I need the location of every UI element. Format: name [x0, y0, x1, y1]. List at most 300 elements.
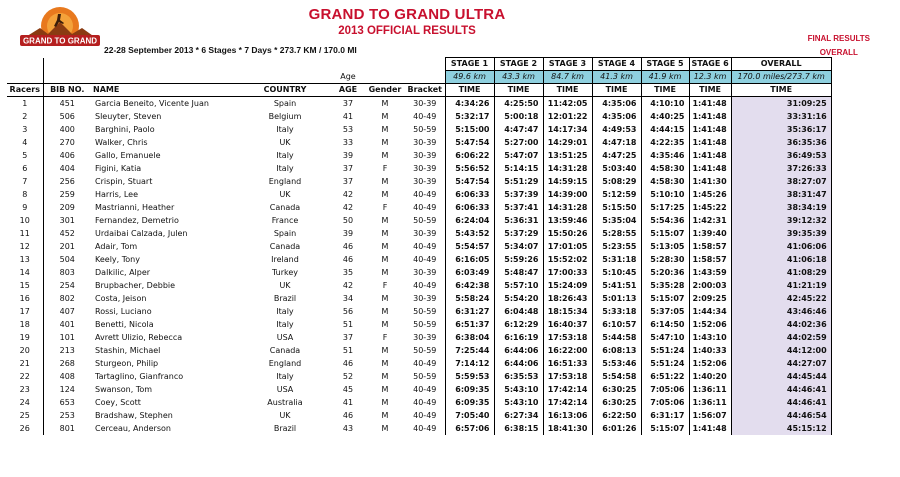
age-cell: 42	[342, 190, 354, 199]
country-cell: Italy	[276, 320, 294, 329]
bracket-cell: 40-49	[413, 190, 437, 199]
name-cell: Barghini, Paolo	[95, 125, 155, 134]
bib-cell: 406	[59, 151, 75, 160]
stage5-time: 5:28:30	[641, 253, 689, 266]
table-row	[7, 188, 831, 201]
stage3-time: 17:00:33	[543, 266, 592, 279]
name-cell: Fernandez, Demetrio	[95, 216, 179, 225]
country-cell: Italy	[276, 164, 294, 173]
age-cell: 45	[342, 385, 354, 394]
gender-cell: M	[381, 125, 389, 134]
rank-cell: 6	[7, 162, 43, 175]
rank-cell: 26	[7, 422, 43, 435]
rank-cell: 2	[7, 110, 43, 123]
stage5-time: 4:44:15	[641, 123, 689, 136]
overall-time: 41:06:18	[731, 253, 831, 266]
name-cell: Garcia Beneito, Vicente Juan	[95, 99, 209, 108]
name-cell: Costa, Jeison	[95, 294, 147, 303]
stage5-time: 5:15:07	[641, 422, 689, 435]
name-cell: Adair, Tom	[95, 242, 138, 251]
rank-cell: 11	[7, 227, 43, 240]
stage1-time: 5:54:57	[445, 240, 494, 253]
stage6-time: 1:41:48	[689, 149, 731, 162]
stage4-time: 4:49:53	[592, 123, 641, 136]
stage3-time: 16:22:00	[543, 344, 592, 357]
bracket-cell: 40-49	[413, 359, 437, 368]
country-cell: Brazil	[273, 424, 297, 433]
country-cell: USA	[276, 333, 294, 342]
distance-row	[7, 71, 831, 84]
gender-cell: M	[381, 424, 389, 433]
rank-cell: 7	[7, 175, 43, 188]
bracket-cell: 40-49	[413, 385, 437, 394]
stage3-time: 12:01:22	[543, 110, 592, 123]
bib-cell: 253	[59, 411, 75, 420]
country-cell: Canada	[269, 203, 301, 212]
table-row	[7, 331, 831, 344]
gender-cell: M	[381, 138, 389, 147]
stage1-time: 5:43:52	[445, 227, 494, 240]
overall-time: 44:02:59	[731, 331, 831, 344]
age-cell: 51	[342, 320, 354, 329]
stage-label: STAGE 6	[689, 58, 731, 71]
table-row	[7, 292, 831, 305]
age-group-header: Age	[340, 71, 356, 81]
country-cell: UK	[279, 190, 291, 199]
time-header: TIME	[689, 84, 731, 97]
name-cell: Cerceau, Anderson	[95, 424, 171, 433]
stage-label: OVERALL	[731, 58, 831, 71]
stage3-time: 14:29:01	[543, 136, 592, 149]
stage3-time: 16:51:33	[543, 357, 592, 370]
final-results-label: FINAL RESULTS OVERALL	[807, 34, 870, 57]
bracket-cell: 40-49	[413, 242, 437, 251]
gender-cell: M	[381, 242, 389, 251]
age-cell: 35	[342, 268, 354, 277]
stage3-time: 14:31:28	[543, 201, 592, 214]
bib-cell: 401	[59, 320, 75, 329]
gender-header: Gender	[365, 84, 405, 97]
country-cell: Belgium	[268, 112, 302, 121]
stage-header-row	[7, 58, 831, 71]
stage6-time: 1:41:48	[689, 422, 731, 435]
rank-cell: 22	[7, 370, 43, 383]
stage6-time: 2:00:03	[689, 279, 731, 292]
stage5-time: 5:51:24	[641, 357, 689, 370]
bib-cell: 270	[59, 138, 75, 147]
time-header: TIME	[543, 84, 592, 97]
age-cell: 37	[342, 333, 354, 342]
country-cell: Italy	[276, 151, 294, 160]
rank-cell: 23	[7, 383, 43, 396]
stage6-time: 1:45:26	[689, 188, 731, 201]
country-cell: UK	[279, 138, 291, 147]
time-header: TIME	[445, 84, 494, 97]
table-row	[7, 227, 831, 240]
stage5-time: 4:10:10	[641, 97, 689, 111]
bracket-cell: 50-59	[413, 372, 437, 381]
overall-time: 38:27:07	[731, 175, 831, 188]
stage4-time: 6:30:25	[592, 383, 641, 396]
stage4-time: 5:01:13	[592, 292, 641, 305]
stage6-time: 1:41:48	[689, 162, 731, 175]
stage5-time: 4:35:46	[641, 149, 689, 162]
stage2-time: 5:37:29	[494, 227, 543, 240]
stage-distance: 43.3 km	[494, 71, 543, 84]
bib-cell: 301	[59, 216, 75, 225]
name-cell: Walker, Chris	[95, 138, 148, 147]
stage6-time: 1:41:30	[689, 175, 731, 188]
stage3-time: 18:41:30	[543, 422, 592, 435]
stage1-time: 5:32:17	[445, 110, 494, 123]
bib-cell: 802	[59, 294, 75, 303]
stage3-time: 17:42:14	[543, 396, 592, 409]
bib-cell: 803	[59, 268, 75, 277]
bracket-cell: 40-49	[413, 411, 437, 420]
stage1-time: 5:47:54	[445, 136, 494, 149]
gender-cell: F	[382, 164, 388, 173]
bib-cell: 404	[59, 164, 75, 173]
stage3-time: 17:01:05	[543, 240, 592, 253]
stage3-time: 14:31:28	[543, 162, 592, 175]
stage-label: STAGE 4	[592, 58, 641, 71]
stage-distance: 41.9 km	[641, 71, 689, 84]
stage3-time: 17:53:18	[543, 331, 592, 344]
name-cell: Avrett Ulizio, Rebecca	[95, 333, 183, 342]
stage-distance: 49.6 km	[445, 71, 494, 84]
rank-cell: 20	[7, 344, 43, 357]
age-cell: 46	[342, 242, 354, 251]
name-cell: Brupbacher, Debbie	[95, 281, 176, 290]
stage1-time: 6:57:06	[445, 422, 494, 435]
stage-label: STAGE 5	[641, 58, 689, 71]
age-cell: 42	[342, 281, 354, 290]
stage-distance: 84.7 km	[543, 71, 592, 84]
bib-cell: 801	[59, 424, 75, 433]
stage2-time: 5:54:20	[494, 292, 543, 305]
stage2-time: 5:43:10	[494, 383, 543, 396]
bracket-cell: 50-59	[413, 216, 437, 225]
age-cell: 46	[342, 359, 354, 368]
gender-cell: M	[381, 385, 389, 394]
stage1-time: 4:34:26	[445, 97, 494, 111]
name-cell: Harris, Lee	[95, 190, 138, 199]
table-row	[7, 162, 831, 175]
stage2-time: 6:16:19	[494, 331, 543, 344]
stage3-time: 18:26:43	[543, 292, 592, 305]
table-row	[7, 149, 831, 162]
overall-time: 36:35:36	[731, 136, 831, 149]
stage1-time: 6:16:05	[445, 253, 494, 266]
stage2-time: 6:35:53	[494, 370, 543, 383]
stage4-time: 5:15:50	[592, 201, 641, 214]
stage3-time: 11:42:05	[543, 97, 592, 111]
country-cell: Italy	[276, 125, 294, 134]
age-cell: 41	[342, 112, 354, 121]
stage3-time: 13:51:25	[543, 149, 592, 162]
stage4-time: 5:33:18	[592, 305, 641, 318]
age-cell: 51	[342, 346, 354, 355]
stage4-time: 4:47:18	[592, 136, 641, 149]
stage1-time: 7:05:40	[445, 409, 494, 422]
stage6-time: 1:52:06	[689, 318, 731, 331]
bracket-cell: 40-49	[413, 112, 437, 121]
country-cell: USA	[276, 385, 294, 394]
gender-cell: F	[382, 281, 388, 290]
stage4-time: 5:12:59	[592, 188, 641, 201]
bracket-cell: 30-39	[413, 177, 437, 186]
age-cell: 46	[342, 411, 354, 420]
stage4-time: 5:08:29	[592, 175, 641, 188]
bib-cell: 504	[59, 255, 75, 264]
stage6-time: 1:52:06	[689, 357, 731, 370]
stage4-time: 5:44:58	[592, 331, 641, 344]
stage4-time: 5:28:55	[592, 227, 641, 240]
age-cell: 37	[342, 177, 354, 186]
gender-cell: M	[381, 307, 389, 316]
stage4-time: 6:30:25	[592, 396, 641, 409]
bib-cell: 209	[59, 203, 75, 212]
country-cell: Ireland	[271, 255, 299, 264]
racers-header: Racers	[7, 84, 43, 97]
bracket-cell: 40-49	[413, 255, 437, 264]
table-row	[7, 214, 831, 227]
rank-cell: 4	[7, 136, 43, 149]
gender-cell: M	[381, 320, 389, 329]
stage1-time: 5:59:53	[445, 370, 494, 383]
table-row	[7, 370, 831, 383]
gender-cell: M	[381, 294, 389, 303]
stage1-time: 6:51:37	[445, 318, 494, 331]
stage2-time: 5:37:39	[494, 188, 543, 201]
stage2-time: 6:44:06	[494, 344, 543, 357]
table-row	[7, 97, 831, 111]
stage5-time: 4:40:25	[641, 110, 689, 123]
stage1-time: 6:09:35	[445, 383, 494, 396]
stage5-time: 5:35:28	[641, 279, 689, 292]
rank-cell: 25	[7, 409, 43, 422]
stage6-time: 1:43:59	[689, 266, 731, 279]
bracket-cell: 30-39	[413, 99, 437, 108]
country-cell: UK	[279, 411, 291, 420]
overall-time: 44:45:44	[731, 370, 831, 383]
overall-time: 45:15:12	[731, 422, 831, 435]
race-info: 22-28 September 2013 * 6 Stages * 7 Days * 273.7 KM / 170.0 MI	[104, 45, 357, 55]
country-cell: Italy	[276, 372, 294, 381]
stage5-time: 5:13:05	[641, 240, 689, 253]
age-cell: 34	[342, 294, 354, 303]
stage4-time: 6:22:50	[592, 409, 641, 422]
stage-label: STAGE 1	[445, 58, 494, 71]
bib-cell: 213	[59, 346, 75, 355]
country-cell: Italy	[276, 307, 294, 316]
name-cell: Gallo, Emanuele	[95, 151, 161, 160]
table-row	[7, 201, 831, 214]
stage1-time: 6:03:49	[445, 266, 494, 279]
stage2-time: 6:12:29	[494, 318, 543, 331]
stage6-time: 2:09:25	[689, 292, 731, 305]
age-cell: 46	[342, 255, 354, 264]
country-cell: Canada	[269, 346, 301, 355]
overall-time: 44:02:36	[731, 318, 831, 331]
stage6-time: 1:42:31	[689, 214, 731, 227]
stage3-time: 18:15:34	[543, 305, 592, 318]
rank-cell: 5	[7, 149, 43, 162]
name-cell: Figini, Katia	[95, 164, 142, 173]
bib-cell: 506	[59, 112, 75, 121]
stage3-time: 14:59:15	[543, 175, 592, 188]
overall-time: 33:31:16	[731, 110, 831, 123]
age-cell: 56	[342, 307, 354, 316]
stage5-time: 4:58:30	[641, 175, 689, 188]
stage4-time: 5:53:46	[592, 357, 641, 370]
stage1-time: 6:09:35	[445, 396, 494, 409]
stage3-time: 16:40:37	[543, 318, 592, 331]
column-header-row	[7, 84, 831, 97]
country-cell: England	[268, 177, 302, 186]
stage4-time: 4:47:25	[592, 149, 641, 162]
stage2-time: 4:25:50	[494, 97, 543, 111]
name-cell: Dalkilic, Alper	[95, 268, 151, 277]
time-header: TIME	[592, 84, 641, 97]
stage5-time: 5:54:36	[641, 214, 689, 227]
stage5-time: 4:22:35	[641, 136, 689, 149]
stage1-time: 6:38:04	[445, 331, 494, 344]
time-header: TIME	[731, 84, 831, 97]
rank-cell: 18	[7, 318, 43, 331]
table-row	[7, 240, 831, 253]
stage6-time: 1:40:33	[689, 344, 731, 357]
bib-cell: 124	[59, 385, 75, 394]
table-row	[7, 136, 831, 149]
age-cell: 39	[342, 151, 354, 160]
country-cell: Brazil	[273, 294, 297, 303]
stage6-time: 1:40:20	[689, 370, 731, 383]
gender-cell: M	[381, 372, 389, 381]
country-cell: Canada	[269, 242, 301, 251]
table-row	[7, 318, 831, 331]
bracket-cell: 30-39	[413, 138, 437, 147]
country-cell: England	[268, 359, 302, 368]
overall-time: 38:34:19	[731, 201, 831, 214]
overall-time: 31:09:25	[731, 97, 831, 111]
stage2-time: 5:43:10	[494, 396, 543, 409]
country-cell: Australia	[267, 398, 303, 407]
stage3-time: 15:52:02	[543, 253, 592, 266]
name-cell: Sleuyter, Steven	[95, 112, 162, 121]
gender-cell: M	[381, 99, 389, 108]
stage6-time: 1:39:40	[689, 227, 731, 240]
country-cell: Spain	[273, 229, 297, 238]
stage5-time: 5:20:36	[641, 266, 689, 279]
country-header: COUNTRY	[239, 84, 331, 97]
country-cell: Turkey	[271, 268, 299, 277]
stage4-time: 4:35:06	[592, 97, 641, 111]
age-cell: 53	[342, 125, 354, 134]
age-cell: 50	[342, 216, 354, 225]
table-row	[7, 253, 831, 266]
age-cell: 37	[342, 164, 354, 173]
bracket-cell: 30-39	[413, 333, 437, 342]
overall-time: 36:49:53	[731, 149, 831, 162]
name-cell: Mastrianni, Heather	[95, 203, 175, 212]
stage2-time: 5:37:41	[494, 201, 543, 214]
gender-cell: M	[381, 151, 389, 160]
stage5-time: 7:05:06	[641, 383, 689, 396]
bracket-cell: 50-59	[413, 307, 437, 316]
stage2-time: 5:00:18	[494, 110, 543, 123]
time-header: TIME	[494, 84, 543, 97]
bib-cell: 268	[59, 359, 75, 368]
name-cell: Crispin, Stuart	[95, 177, 153, 186]
stage1-time: 6:42:38	[445, 279, 494, 292]
stage3-time: 15:24:09	[543, 279, 592, 292]
bracket-cell: 30-39	[413, 164, 437, 173]
name-cell: Coey, Scott	[95, 398, 141, 407]
rank-cell: 9	[7, 201, 43, 214]
table-row	[7, 383, 831, 396]
bib-cell: 259	[59, 190, 75, 199]
bib-cell: 452	[59, 229, 75, 238]
overall-time: 41:08:29	[731, 266, 831, 279]
stage6-time: 1:58:57	[689, 253, 731, 266]
rank-cell: 10	[7, 214, 43, 227]
age-header: AGE	[331, 84, 365, 97]
overall-time: 41:21:19	[731, 279, 831, 292]
stage1-time: 5:56:52	[445, 162, 494, 175]
table-row	[7, 123, 831, 136]
stage-label: STAGE 3	[543, 58, 592, 71]
stage6-time: 1:45:22	[689, 201, 731, 214]
rank-cell: 16	[7, 292, 43, 305]
overall-time: 44:27:07	[731, 357, 831, 370]
name-cell: Sturgeon, Philip	[95, 359, 159, 368]
stage6-time: 1:58:57	[689, 240, 731, 253]
overall-time: 44:46:41	[731, 396, 831, 409]
stage5-time: 6:51:22	[641, 370, 689, 383]
stage2-time: 5:59:26	[494, 253, 543, 266]
stage1-time: 5:58:24	[445, 292, 494, 305]
gender-cell: M	[381, 177, 389, 186]
stage2-time: 5:48:47	[494, 266, 543, 279]
results-title: 2013 OFFICIAL RESULTS	[338, 25, 476, 37]
gender-cell: M	[381, 216, 389, 225]
rank-cell: 14	[7, 266, 43, 279]
stage1-time: 7:25:44	[445, 344, 494, 357]
rank-cell: 13	[7, 253, 43, 266]
bib-cell: 653	[59, 398, 75, 407]
stage4-time: 5:41:51	[592, 279, 641, 292]
stage3-time: 14:39:00	[543, 188, 592, 201]
overall-time: 44:12:00	[731, 344, 831, 357]
stage3-time: 14:17:34	[543, 123, 592, 136]
table-row	[7, 357, 831, 370]
stage4-time: 5:54:58	[592, 370, 641, 383]
rank-cell: 1	[7, 97, 43, 111]
stage2-time: 6:38:15	[494, 422, 543, 435]
overall-distance: 170.0 miles/273.7 km	[731, 71, 831, 84]
gender-cell: M	[381, 346, 389, 355]
stage2-time: 6:27:34	[494, 409, 543, 422]
stage4-time: 5:03:40	[592, 162, 641, 175]
age-cell: 52	[342, 372, 354, 381]
stage1-time: 6:06:22	[445, 149, 494, 162]
stage1-time: 6:24:04	[445, 214, 494, 227]
country-cell: France	[271, 216, 299, 225]
bib-cell: 451	[59, 99, 75, 108]
stage2-time: 5:27:00	[494, 136, 543, 149]
stage5-time: 5:17:25	[641, 201, 689, 214]
